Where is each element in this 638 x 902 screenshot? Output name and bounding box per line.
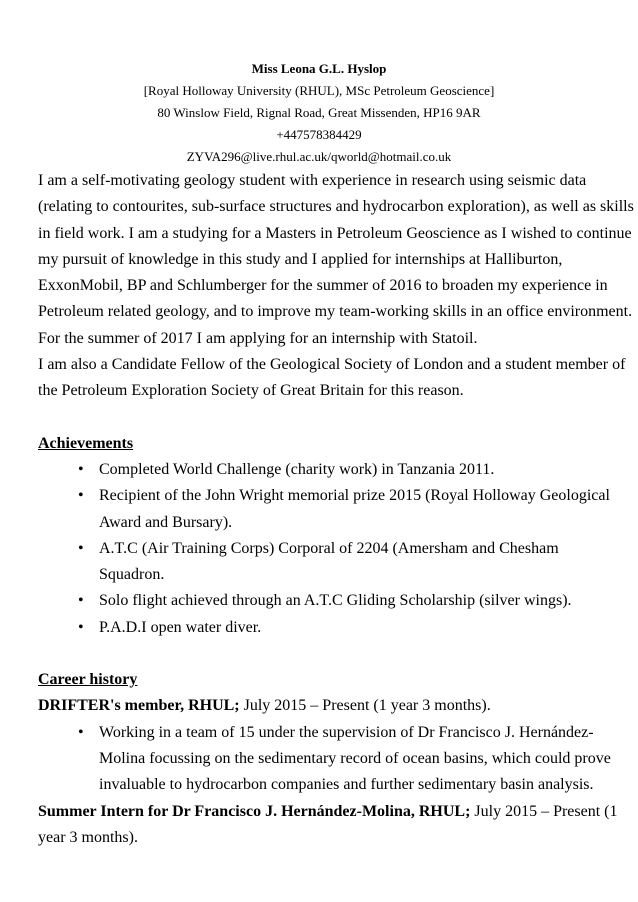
bullet-icon: • <box>78 487 84 505</box>
cv-header <box>0 58 638 168</box>
candidate-affiliation: [Royal Holloway University (RHUL), MSc Petroleum Geoscience] <box>143 83 495 98</box>
achievement-text: Award and Bursary). <box>99 513 233 531</box>
cv-body <box>38 168 634 851</box>
achievement-item <box>38 457 604 483</box>
job-dates: July 2015 – Present (1 <box>470 802 618 820</box>
spacer <box>38 641 604 667</box>
intro-line: ExxonMobil, BP and Schlumberger for the summer of 2016 to broaden my experience in <box>38 277 608 295</box>
job-duty-text: invaluable to hydrocarbon companies and further sedimentary basin analysis. <box>99 776 594 794</box>
job-duty-item <box>38 720 611 799</box>
memberships-paragraph <box>38 352 626 405</box>
career-heading: Career history <box>38 671 138 689</box>
achievements-list <box>38 457 610 641</box>
candidate-emails: ZYVA296@live.rhul.ac.uk/qworld@hotmail.co.uk <box>186 149 452 164</box>
memberships-line: the Petroleum Exploration Society of Great Britain for this reason. <box>38 382 464 400</box>
intro-line: Petroleum related geology, and to improve my team-working skills in an office environment. <box>38 303 633 321</box>
candidate-phone: +447578384429 <box>276 127 362 142</box>
bullet-icon: • <box>78 592 84 610</box>
achievement-item <box>38 483 610 536</box>
intro-line: For the summer of 2017 I am applying for an internship with Statoil. <box>38 329 478 347</box>
achievements-heading: Achievements <box>38 434 134 452</box>
intro-paragraph <box>38 168 634 352</box>
achievement-item <box>38 615 604 641</box>
intro-line: in field work. I am a studying for a Masters in Petroleum Geoscience as I wished to continue <box>38 224 632 242</box>
achievement-text: Recipient of the John Wright memorial prize 2015 (Royal Holloway Geological <box>99 487 610 505</box>
candidate-name: Miss Leona G.L. Hyslop <box>251 61 387 76</box>
bullet-icon: • <box>78 723 84 741</box>
job-dates: July 2015 – Present (1 year 3 months). <box>239 697 491 715</box>
bullet-icon: • <box>78 539 84 557</box>
intro-line: my pursuit of knowledge in this study and I applied for internships at Halliburton, <box>38 250 563 268</box>
candidate-address: 80 Winslow Field, Rignal Road, Great Missenden, HP16 9AR <box>157 105 481 120</box>
intro-line: (relating to contourites, sub-surface structures and hydrocarbon exploration), as well as skills <box>38 198 634 216</box>
job-dates-continued: year 3 months). <box>38 828 138 846</box>
job-entry-drifter <box>38 693 604 719</box>
job-duty-text: Molina focussing on the sedimentary record of ocean basins, which could prove <box>99 749 611 767</box>
job-duty-text: Working in a team of 15 under the supervision of Dr Francisco J. Hernández- <box>99 723 594 741</box>
achievement-item <box>38 588 604 614</box>
memberships-line: I am also a Candidate Fellow of the Geological Society of London and a student member of <box>38 356 626 374</box>
spacer <box>38 405 604 431</box>
achievement-item <box>38 536 604 589</box>
achievement-text: Solo flight achieved through an A.T.C Gliding Scholarship (silver wings). <box>99 592 572 610</box>
bullet-icon: • <box>78 460 84 478</box>
achievement-text: Squadron. <box>99 566 165 584</box>
bullet-icon: • <box>78 618 84 636</box>
achievement-text: A.T.C (Air Training Corps) Corporal of 2204 (Amersham and Chesham <box>99 539 559 557</box>
intro-line: I am a self-motivating geology student with experience in research using seismic data <box>38 172 587 189</box>
job-role: Summer Intern for Dr Francisco J. Hernández-Molina, RHUL; <box>38 802 471 820</box>
job-entry-intern <box>38 799 618 825</box>
achievement-text: Completed World Challenge (charity work) in Tanzania 2011. <box>99 460 495 478</box>
job-role: DRIFTER's member, RHUL; <box>38 697 240 715</box>
achievement-text: P.A.D.I open water diver. <box>99 618 262 636</box>
